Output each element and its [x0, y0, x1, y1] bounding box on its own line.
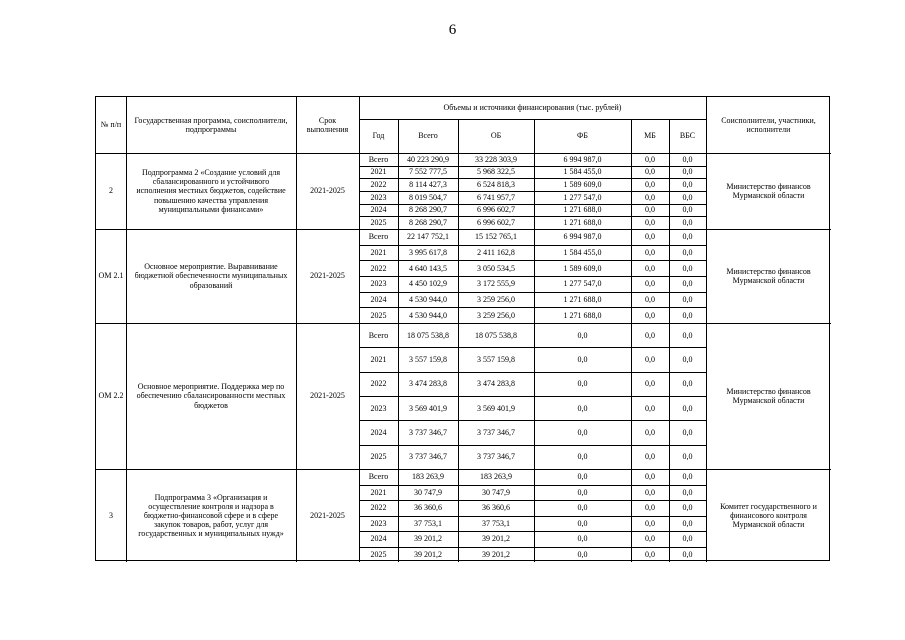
value-cell: 0,0 — [645, 294, 655, 304]
value-cell: 39 201,2 — [482, 534, 510, 544]
year-cell: 2024 — [370, 534, 387, 544]
value-cell: 0,0 — [682, 472, 693, 482]
value-cell: 39 201,2 — [414, 549, 442, 559]
value-cell: 0,0 — [682, 247, 693, 257]
value-cell: 2 411 162,8 — [477, 247, 515, 257]
value-cell: 4 530 944,0 — [409, 310, 447, 320]
value-cell: 0,0 — [645, 354, 655, 364]
value-cell: 0,0 — [577, 503, 588, 513]
value-cell: 6 996 602,7 — [477, 218, 515, 228]
value-cell: 0,0 — [577, 549, 588, 559]
grid-line — [706, 97, 707, 562]
value-cell: 7 552 777,5 — [409, 167, 447, 177]
year-cell: 2021 — [370, 487, 387, 497]
executor-name: Комитет государственного и финансового контроля Мурманской области — [720, 501, 817, 530]
value-cell: 0,0 — [682, 379, 693, 389]
value-cell: 0,0 — [645, 154, 655, 164]
value-cell: 15 152 765,1 — [475, 232, 517, 242]
year-cell: 2021 — [370, 354, 387, 364]
value-cell: 1 584 455,0 — [563, 247, 602, 257]
value-cell: 0,0 — [682, 487, 693, 497]
value-cell: 0,0 — [682, 154, 693, 164]
value-cell: 1 277 547,0 — [563, 192, 602, 202]
year-cell: 2025 — [370, 452, 387, 462]
value-cell: 0,0 — [682, 310, 693, 320]
header-program: Государственная программа, соисполнители, подпрограммы — [134, 115, 288, 134]
program-term: 2021-2025 — [310, 186, 345, 196]
funding-table — [95, 96, 830, 561]
grid-line — [126, 97, 127, 562]
year-cell: Всего — [368, 472, 389, 482]
year-cell: 2024 — [370, 427, 387, 437]
value-cell: 183 263,9 — [412, 472, 444, 482]
value-cell: 0,0 — [645, 534, 655, 544]
value-cell: 0,0 — [645, 452, 655, 462]
value-cell: 0,0 — [577, 330, 588, 340]
value-cell: 8 114 427,3 — [409, 180, 447, 190]
value-cell: 0,0 — [645, 205, 655, 215]
value-cell: 0,0 — [577, 379, 588, 389]
value-cell: 0,0 — [645, 549, 655, 559]
year-cell: 2023 — [370, 403, 387, 413]
header-term: Срок выполнения — [306, 115, 349, 134]
executor-name: Министерство финансов Мурманской области — [726, 266, 811, 285]
value-cell: 0,0 — [682, 218, 693, 228]
value-cell: 3 737 346,7 — [477, 452, 515, 462]
program-name: Подпрограмма 2 «Создание условий для сбалансированного и устойчивого исполнения местных бюджетов, содействие повышению качества управления муниципальными финансами» — [136, 168, 286, 214]
year-cell: 2025 — [370, 310, 387, 320]
value-cell: 0,0 — [682, 403, 693, 413]
year-cell: Всего — [368, 232, 389, 242]
value-cell: 3 737 346,7 — [409, 452, 447, 462]
value-cell: 0,0 — [577, 487, 588, 497]
program-term: 2021-2025 — [310, 510, 345, 520]
value-cell: 3 557 159,8 — [477, 354, 515, 364]
value-cell: 30 747,9 — [482, 487, 510, 497]
year-cell: 2024 — [370, 205, 387, 215]
value-cell: 0,0 — [645, 379, 655, 389]
value-cell: 0,0 — [645, 167, 655, 177]
value-cell: 0,0 — [645, 247, 655, 257]
value-cell: 18 075 538,8 — [475, 330, 517, 340]
value-cell: 0,0 — [577, 452, 588, 462]
value-cell: 0,0 — [577, 427, 588, 437]
value-cell: 0,0 — [682, 452, 693, 462]
value-cell: 1 277 547,0 — [563, 279, 602, 289]
value-cell: 36 360,6 — [414, 503, 442, 513]
value-cell: 36 360,6 — [482, 503, 510, 513]
value-cell: 3 737 346,7 — [477, 427, 515, 437]
value-cell: 0,0 — [682, 180, 693, 190]
year-cell: 2023 — [370, 192, 387, 202]
value-cell: 3 259 256,0 — [477, 310, 515, 320]
page-number: 6 — [448, 22, 457, 38]
value-cell: 3 050 534,5 — [477, 263, 515, 273]
value-cell: 3 569 401,9 — [409, 403, 447, 413]
year-cell: Всего — [368, 154, 389, 164]
value-cell: 0,0 — [682, 518, 693, 528]
value-cell: 0,0 — [645, 310, 655, 320]
value-cell: 3 737 346,7 — [409, 427, 447, 437]
value-cell: 183 263,9 — [480, 472, 512, 482]
value-cell: 18 075 538,8 — [407, 330, 449, 340]
value-cell: 3 474 283,8 — [477, 379, 515, 389]
value-cell: 3 172 555,9 — [477, 279, 515, 289]
value-cell: 0,0 — [645, 427, 655, 437]
year-cell: 2025 — [370, 218, 387, 228]
header-col-5: ВБС — [679, 131, 696, 141]
executor-name: Министерство финансов Мурманской области — [726, 386, 811, 405]
program-term: 2021-2025 — [310, 271, 345, 281]
header-col-2: ОБ — [490, 131, 502, 141]
value-cell: 37 753,1 — [414, 518, 442, 528]
value-cell: 0,0 — [645, 403, 655, 413]
value-cell: 0,0 — [645, 263, 655, 273]
value-cell: 0,0 — [682, 549, 693, 559]
year-cell: 2024 — [370, 294, 387, 304]
value-cell: 37 753,1 — [482, 518, 510, 528]
value-cell: 4 450 102,9 — [409, 279, 447, 289]
value-cell: 3 259 256,0 — [477, 294, 515, 304]
value-cell: 6 994 987,0 — [563, 154, 602, 164]
value-cell: 4 530 944,0 — [409, 294, 447, 304]
value-cell: 1 584 455,0 — [563, 167, 602, 177]
value-cell: 0,0 — [577, 472, 588, 482]
value-cell: 0,0 — [577, 354, 588, 364]
program-name: Основное мероприятие. Выравнивание бюджетной обеспеченности муниципальных образований — [134, 262, 288, 290]
program-name: Подпрограмма 3 «Организация и осуществление контроля и надзора в бюджетно-финансовой сфере и в сфере закупок товаров, работ, услуг для государственных и муниципальных нужд» — [138, 492, 284, 539]
value-cell: 8 268 290,7 — [409, 218, 447, 228]
value-cell: 0,0 — [682, 503, 693, 513]
value-cell: 0,0 — [682, 427, 693, 437]
program-name: Основное мероприятие. Поддержка мер по обеспечению сбалансированности местных бюджетов — [136, 382, 286, 410]
value-cell: 0,0 — [577, 518, 588, 528]
value-cell: 5 968 322,5 — [477, 167, 515, 177]
executor-name: Министерство финансов Мурманской области — [726, 181, 811, 200]
value-cell: 3 557 159,8 — [409, 354, 447, 364]
value-cell: 0,0 — [645, 503, 655, 513]
header-funding: Объемы и источники финансирования (тыс. рублей) — [443, 103, 622, 113]
value-cell: 0,0 — [645, 279, 655, 289]
header-col-3: ФБ — [577, 131, 588, 141]
header-col-4: МБ — [644, 131, 656, 141]
value-cell: 0,0 — [645, 518, 655, 528]
header-executors: Соисполнители, участники, исполнители — [721, 115, 816, 134]
value-cell: 0,0 — [682, 192, 693, 202]
value-cell: 3 995 617,8 — [409, 247, 447, 257]
value-cell: 8 268 290,7 — [409, 205, 447, 215]
value-cell: 0,0 — [682, 330, 693, 340]
value-cell: 39 201,2 — [482, 549, 510, 559]
value-cell: 0,0 — [645, 218, 655, 228]
row-num: 3 — [109, 510, 113, 520]
value-cell: 0,0 — [645, 330, 655, 340]
value-cell: 0,0 — [682, 232, 693, 242]
year-cell: Всего — [368, 330, 389, 340]
value-cell: 39 201,2 — [414, 534, 442, 544]
year-cell: 2021 — [370, 167, 387, 177]
year-cell: 2022 — [370, 263, 387, 273]
value-cell: 22 147 752,1 — [407, 232, 449, 242]
value-cell: 6 741 957,7 — [477, 192, 515, 202]
value-cell: 0,0 — [682, 534, 693, 544]
year-cell: 2022 — [370, 180, 387, 190]
value-cell: 0,0 — [645, 472, 655, 482]
value-cell: 0,0 — [682, 294, 693, 304]
value-cell: 6 996 602,7 — [477, 205, 515, 215]
value-cell: 0,0 — [682, 354, 693, 364]
value-cell: 0,0 — [682, 279, 693, 289]
value-cell: 30 747,9 — [414, 487, 442, 497]
value-cell: 0,0 — [682, 167, 693, 177]
value-cell: 0,0 — [645, 232, 655, 242]
value-cell: 0,0 — [577, 403, 588, 413]
row-num: ОМ 2.1 — [98, 271, 124, 281]
header-num: № п/п — [100, 120, 122, 130]
value-cell: 3 569 401,9 — [477, 403, 515, 413]
year-cell: 2022 — [370, 379, 387, 389]
value-cell: 1 271 688,0 — [563, 218, 602, 228]
value-cell: 3 474 283,8 — [409, 379, 447, 389]
year-cell: 2022 — [370, 503, 387, 513]
program-term: 2021-2025 — [310, 391, 345, 401]
value-cell: 1 271 688,0 — [563, 205, 602, 215]
value-cell: 4 640 143,5 — [409, 263, 447, 273]
value-cell: 40 223 290,9 — [407, 154, 449, 164]
value-cell: 0,0 — [645, 487, 655, 497]
header-col-1: Всего — [418, 131, 438, 141]
year-cell: 2023 — [370, 518, 387, 528]
value-cell: 1 589 609,0 — [563, 263, 602, 273]
value-cell: 1 589 609,0 — [563, 180, 602, 190]
value-cell: 0,0 — [682, 263, 693, 273]
year-cell: 2021 — [370, 247, 387, 257]
year-cell: 2025 — [370, 549, 387, 559]
value-cell: 0,0 — [577, 534, 588, 544]
value-cell: 1 271 688,0 — [563, 294, 602, 304]
value-cell: 0,0 — [682, 205, 693, 215]
value-cell: 1 271 688,0 — [563, 310, 602, 320]
year-cell: 2023 — [370, 279, 387, 289]
value-cell: 8 019 504,7 — [409, 192, 447, 202]
value-cell: 0,0 — [645, 192, 655, 202]
value-cell: 0,0 — [645, 180, 655, 190]
value-cell: 6 524 818,3 — [477, 180, 515, 190]
row-num: ОМ 2.2 — [98, 391, 124, 401]
grid-line — [359, 119, 706, 120]
value-cell: 33 228 303,9 — [475, 154, 517, 164]
value-cell: 6 994 987,0 — [563, 232, 602, 242]
row-num: 2 — [109, 186, 113, 196]
header-col-0: Год — [372, 131, 385, 141]
